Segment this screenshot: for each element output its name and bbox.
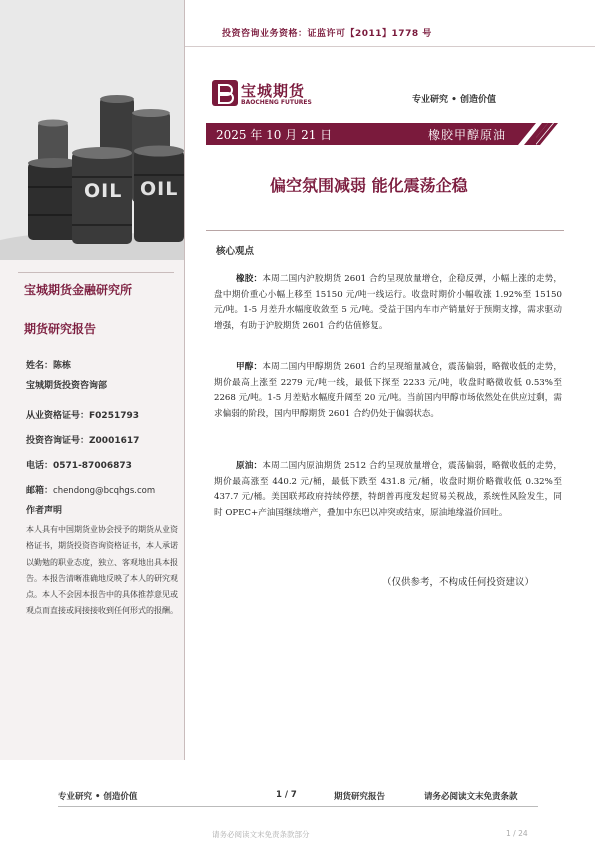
email-label: 邮箱： xyxy=(26,486,54,496)
institute-name: 宝城期货金融研究所 xyxy=(24,283,133,297)
rubber-text: 本周二国内沪胶期货 2601 合约呈现放量增仓，企稳反弹，小幅上涨的走势，盘中期价重心小幅上移至 15150 元/吨一线运行。收盘时期价小幅收涨 1.92%至 15150 元/吨。1-5 月差升水幅度收敛至 5 元/吨。受益于国内车市产销量好于预期支撑，需求驱动增强，有助于沪胶期货 2601 合约估值修复。 xyxy=(214,274,562,331)
top-divider xyxy=(184,46,595,47)
invest-number: Z0001617 xyxy=(89,436,140,446)
rubber-label: 橡胶： xyxy=(236,274,263,284)
oil-barrels-illustration xyxy=(0,0,184,260)
cert-label: 从业资格证号： xyxy=(26,411,90,421)
barrel-label-right: OIL xyxy=(140,178,179,200)
cert-row xyxy=(26,403,139,422)
brand-logo xyxy=(212,80,238,106)
author-statement-title: 作者声明 xyxy=(26,506,63,516)
brand-name: 宝城期货 xyxy=(241,82,306,100)
oil-barrels-image xyxy=(0,0,184,260)
methanol-text: 本周二国内甲醇期货 2601 合约呈现缩量减仓，震荡偏弱，略微收低的走势，期价最高上涨至 2279 元/吨一线，最低下探至 2233 元/吨，收盘时略微收低 0.53%至 2268 元/吨。1-5 月差贴水幅度升阔至 20 元/吨。当前国内甲醇市场依然处在供应过剩，需求偏弱的阶段，国内甲醇期货 2601 合约仍处于偏弱状态。 xyxy=(214,362,562,419)
report-topic: 橡胶甲醇原油 xyxy=(428,128,507,142)
bottom-page-number: 1 / 24 xyxy=(506,829,528,838)
footer-report-type: 期货研究报告 xyxy=(334,792,386,802)
qualification-notice: 投资咨询业务资格：证监许可【2011】1778 号 xyxy=(222,29,432,39)
crude-oil-section xyxy=(214,459,562,521)
headline-divider xyxy=(206,230,564,231)
header-slogan: 专业研究 • 创造价值 xyxy=(412,95,497,105)
footer-disclaimer-link[interactable]: 请务必阅读文末免责条款 xyxy=(424,792,518,802)
footer-divider xyxy=(58,806,538,807)
sidebar-divider-top xyxy=(18,272,174,273)
invest-row xyxy=(26,428,139,447)
investment-disclaimer-note: （仅供参考，不构成任何投资建议） xyxy=(382,577,535,588)
author-statement: 本人具有中国期货业协会授予的期货从业资格证书，期货投资咨询资格证书，本人承诺以勤勉的职业态度，独立、客观地出具本报告。本报告清晰准确地反映了本人的研究观点。本人不会因本报告中的具体推荐意见或观点而直接或间接接收到任何形式的报酬。 xyxy=(26,525,178,616)
report-date: 2025 年 10 月 21 日 xyxy=(216,128,333,142)
invest-label: 投资咨询证号： xyxy=(26,436,90,446)
name-label: 姓名： xyxy=(26,361,54,371)
methanol-label: 甲醇： xyxy=(236,362,263,372)
brand-english: BAOCHENG FUTURES xyxy=(241,99,312,106)
phone-label: 电话： xyxy=(26,461,54,471)
logo-mark-icon xyxy=(212,80,238,106)
footer-slogan: 专业研究 • 创造价值 xyxy=(58,792,138,802)
rubber-section xyxy=(214,272,562,334)
footer-page-number: 1 / 7 xyxy=(276,790,297,800)
email-address[interactable]: chendong@bcqhgs.com xyxy=(53,486,156,496)
bottom-notice: 请务必阅读文末免责条款部分 xyxy=(212,830,310,839)
barrel-label-left: OIL xyxy=(84,180,123,202)
methanol-section xyxy=(214,360,562,422)
analyst-name-row xyxy=(26,353,71,372)
crude-oil-label: 原油： xyxy=(236,461,263,471)
phone-number: 0571-87006873 xyxy=(53,461,132,471)
phone-row xyxy=(26,453,132,472)
department: 宝城期货投资咨询部 xyxy=(26,381,108,391)
crude-oil-text: 本周二国内原油期货 2512 合约呈现放量增仓，震荡偏弱，略微收低的走势，期价最高涨至 440.2 元/桶，最低下跌至 431.8 元/桶，收盘时期价略微收低 0.32%至 437.7 元/桶。美国联邦政府持续停摆，特朗普再度发起贸易关税战，系统性风险发生，同时 OPEC+产油国继续增产，叠加中东巴以冲突或结束，原油地缘溢价回吐。 xyxy=(214,461,562,518)
analyst-name: 陈栋 xyxy=(53,361,72,371)
core-view-title: 核心观点 xyxy=(216,246,255,257)
email-row xyxy=(26,478,155,497)
report-headline: 偏空氛围减弱 能化震荡企稳 xyxy=(270,176,468,195)
cert-number: F0251793 xyxy=(89,411,139,421)
report-type: 期货研究报告 xyxy=(24,322,97,336)
date-topic-banner xyxy=(206,123,562,145)
